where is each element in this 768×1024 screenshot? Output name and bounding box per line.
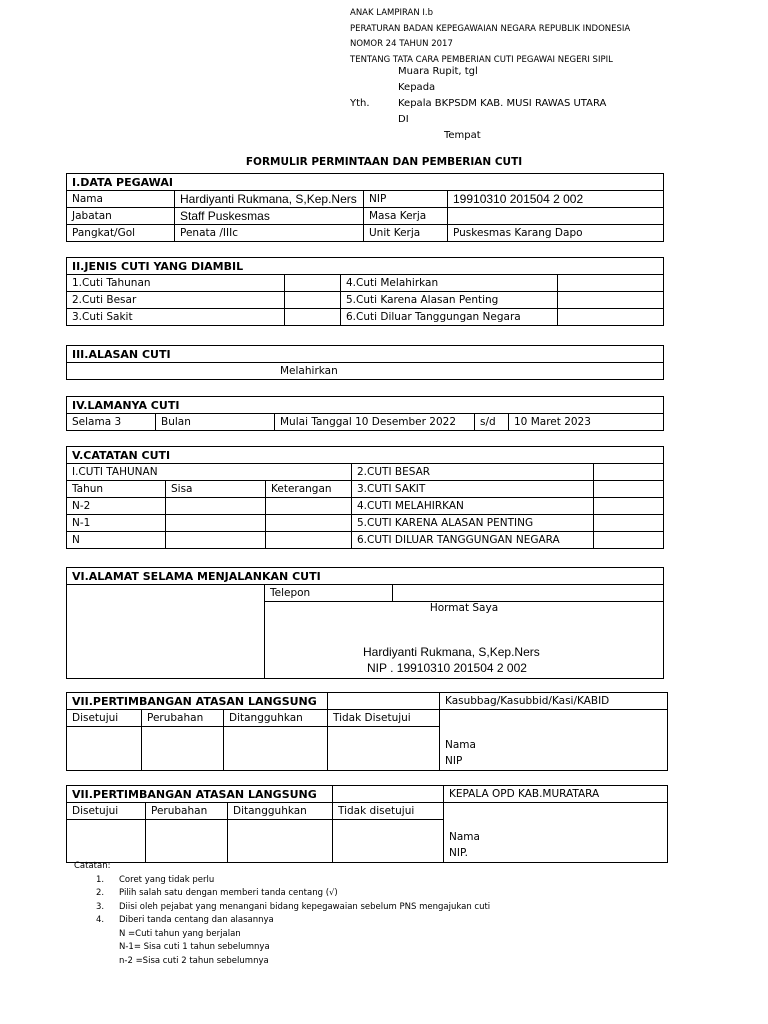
header-line: TENTANG TATA CARA PEMBERIAN CUTI PEGAWAI NEGERI SIPIL: [350, 54, 613, 65]
leave-type-check[interactable]: [558, 292, 664, 309]
form-title: FORMULIR PERMINTAAN DAN PEMBERIAN CUTI: [245, 156, 523, 168]
regulation-header: [350, 6, 630, 68]
sisa-value[interactable]: [166, 515, 266, 532]
masa-kerja-value[interactable]: [448, 208, 664, 225]
col-perubahan: Perubahan: [146, 803, 228, 820]
section-title: IV.LAMANYA CUTI: [67, 397, 664, 414]
official-title: KEPALA OPD KAB.MURATARA: [444, 786, 668, 803]
leave-category: 4.CUTI MELAHIRKAN: [352, 498, 594, 515]
col-ditangguhkan: Ditangguhkan: [228, 803, 333, 820]
col-perubahan: Perubahan: [142, 710, 224, 727]
duration-unit: Bulan: [156, 414, 275, 431]
until-label: s/d: [475, 414, 509, 431]
header-line: NOMOR 24 TAHUN 2017: [350, 39, 453, 49]
nama-label: Nama: [449, 831, 480, 843]
note-item: [74, 901, 491, 915]
duration-value[interactable]: Selama 3: [67, 414, 156, 431]
note-extra-text: N =Cuti tahun yang berjalan: [119, 928, 241, 939]
leave-reason-table: [66, 345, 664, 380]
keterangan-value[interactable]: [266, 498, 352, 515]
note-extra: [74, 955, 269, 969]
leave-type-item: 4.Cuti Melahirkan: [341, 275, 558, 292]
year-row-label: N-1: [67, 515, 166, 532]
section-title: VII.PERTIMBANGAN ATASAN LANGSUNG: [67, 786, 333, 803]
decision-cell[interactable]: [142, 727, 224, 771]
tempat-label: Tempat: [444, 130, 481, 141]
leave-type-check[interactable]: [285, 275, 341, 292]
annual-leave-label: I.CUTI TAHUNAN: [67, 464, 352, 481]
year-row-label: N-2: [67, 498, 166, 515]
unit-kerja-label: Unit Kerja: [364, 225, 448, 242]
note-number: 4.: [96, 915, 105, 925]
leave-category: 3.CUTI SAKIT: [352, 481, 594, 498]
leave-notes-table: [66, 446, 664, 549]
jabatan-label: Jabatan: [67, 208, 175, 225]
col-disetujui: Disetujui: [67, 710, 142, 727]
nama-label: Nama: [445, 739, 476, 751]
decision-cell[interactable]: [333, 820, 444, 863]
leave-reason-value[interactable]: Melahirkan: [67, 363, 664, 380]
official-signature: [440, 710, 668, 771]
nip-label: NIP: [364, 191, 448, 208]
note-text: Pilih salah satu dengan memberi tanda centang (√): [119, 888, 338, 898]
nama-value[interactable]: Hardiyanti Rukmana, S,Kep.Ners: [175, 191, 364, 208]
leave-category-value[interactable]: [594, 532, 664, 549]
supervisor-consideration-table: [66, 692, 668, 771]
official-title: Kasubbag/Kasubbid/Kasi/KABID: [440, 693, 668, 710]
leave-category-value[interactable]: [594, 498, 664, 515]
leave-type-table: [66, 257, 664, 326]
note-number: 3.: [96, 901, 105, 912]
unit-kerja-value[interactable]: Puskesmas Karang Dapo: [448, 225, 664, 242]
telepon-value[interactable]: [393, 585, 664, 602]
decision-cell[interactable]: [146, 820, 228, 863]
signer-name: Hardiyanti Rukmana, S,Kep.Ners: [363, 645, 540, 659]
leave-type-check[interactable]: [285, 309, 341, 326]
note-text: Diisi oleh pejabat yang menangani bidang kepegawaian sebelum PNS mengajukan cuti: [119, 901, 491, 912]
year-row-label: N: [67, 532, 166, 549]
decision-cell[interactable]: [228, 820, 333, 863]
col-tidak-disetujui: Tidak disetujui: [333, 803, 444, 820]
col-tahun: Tahun: [67, 481, 166, 498]
employee-data-table: [66, 173, 664, 242]
sisa-value[interactable]: [166, 498, 266, 515]
sisa-value[interactable]: [166, 532, 266, 549]
col-sisa: Sisa: [166, 481, 266, 498]
nip-label: NIP.: [449, 846, 468, 859]
section-title: III.ALASAN CUTI: [67, 346, 664, 363]
nip-value[interactable]: 19910310 201504 2 002: [448, 191, 664, 208]
head-consideration-table: [66, 785, 668, 863]
hormat-saya: Hormat Saya: [429, 602, 499, 614]
col-tidak-disetujui: Tidak Disetujui: [328, 710, 440, 727]
signature-area: [265, 602, 664, 679]
notes-block: [74, 860, 491, 968]
note-text: Diberi tanda centang dan alasannya: [119, 915, 274, 925]
start-date[interactable]: Mulai Tanggal 10 Desember 2022: [275, 414, 475, 431]
jabatan-value[interactable]: Staff Puskesmas: [175, 208, 364, 225]
header-line: ANAK LAMPIRAN I.b: [350, 8, 434, 18]
note-extra-text: n-2 =Sisa cuti 2 tahun sebelumnya: [119, 955, 269, 966]
leave-category: 2.CUTI BESAR: [352, 464, 594, 481]
col-disetujui: Disetujui: [67, 803, 146, 820]
section-title: I.DATA PEGAWAI: [67, 174, 664, 191]
leave-category-value[interactable]: [594, 464, 664, 481]
leave-type-check[interactable]: [558, 275, 664, 292]
header-line: PERATURAN BADAN KEPEGAWAIAN NEGARA REPUBLIK INDONESIA: [350, 23, 631, 34]
end-date[interactable]: 10 Maret 2023: [509, 414, 664, 431]
yth-label: Yth.: [350, 98, 370, 109]
section-title: VII.PERTIMBANGAN ATASAN LANGSUNG: [67, 693, 328, 710]
notes-label: Catatan:: [74, 861, 111, 871]
masa-kerja-label: Masa Kerja: [364, 208, 448, 225]
leave-category: 6.CUTI DILUAR TANGGUNGAN NEGARA: [352, 532, 594, 549]
kepada-label: Kepada: [398, 82, 436, 93]
leave-type-check[interactable]: [285, 292, 341, 309]
pangkat-value[interactable]: Penata /IIIc: [175, 225, 364, 242]
note-item: [74, 887, 338, 901]
note-extra: [74, 928, 241, 942]
keterangan-value[interactable]: [266, 532, 352, 549]
note-number: 2.: [96, 888, 105, 898]
keterangan-value[interactable]: [266, 515, 352, 532]
leave-type-item: 2.Cuti Besar: [67, 292, 285, 309]
leave-category-value[interactable]: [594, 481, 664, 498]
note-number: 1.: [96, 874, 105, 885]
decision-cell[interactable]: [67, 820, 146, 863]
decision-cell[interactable]: [328, 727, 440, 771]
col-ditangguhkan: Ditangguhkan: [224, 710, 328, 727]
note-extra-text: N-1= Sisa cuti 1 tahun sebelumnya: [119, 942, 270, 952]
address-value[interactable]: [67, 585, 265, 679]
leave-type-item: 6.Cuti Diluar Tanggungan Negara: [341, 309, 558, 326]
leave-type-item: 3.Cuti Sakit: [67, 309, 285, 326]
nama-label: Nama: [67, 191, 175, 208]
signer-nip: NIP . 19910310 201504 2 002: [367, 661, 527, 675]
section-title: V.CATATAN CUTI: [67, 447, 664, 464]
leave-type-check[interactable]: [558, 309, 664, 326]
leave-category: 5.CUTI KARENA ALASAN PENTING: [352, 515, 594, 532]
place-date: Muara Rupit, tgl: [398, 66, 478, 77]
nip-label: NIP: [445, 754, 463, 767]
address-during-leave-table: [66, 567, 664, 679]
blank-cell: [333, 786, 444, 803]
note-text: Coret yang tidak perlu: [119, 874, 215, 885]
leave-duration-table: [66, 396, 664, 431]
col-keterangan: Keterangan: [266, 481, 352, 498]
decision-cell[interactable]: [67, 727, 142, 771]
note-item: [74, 914, 274, 928]
note-extra: [74, 941, 270, 955]
section-title: II.JENIS CUTI YANG DIAMBIL: [67, 258, 664, 275]
leave-type-item: 5.Cuti Karena Alasan Penting: [341, 292, 558, 309]
leave-category-value[interactable]: [594, 515, 664, 532]
leave-type-item: 1.Cuti Tahunan: [67, 275, 285, 292]
official-signature: [444, 803, 668, 863]
note-item: [74, 874, 215, 888]
section-title: VI.ALAMAT SELAMA MENJALANKAN CUTI: [67, 568, 664, 585]
pangkat-label: Pangkat/Gol: [67, 225, 175, 242]
telepon-label: Telepon: [265, 585, 393, 602]
decision-cell[interactable]: [224, 727, 328, 771]
blank-cell: [328, 693, 440, 710]
recipient: Kepala BKPSDM KAB. MUSI RAWAS UTARA: [398, 98, 607, 109]
di-label: DI: [398, 114, 409, 125]
